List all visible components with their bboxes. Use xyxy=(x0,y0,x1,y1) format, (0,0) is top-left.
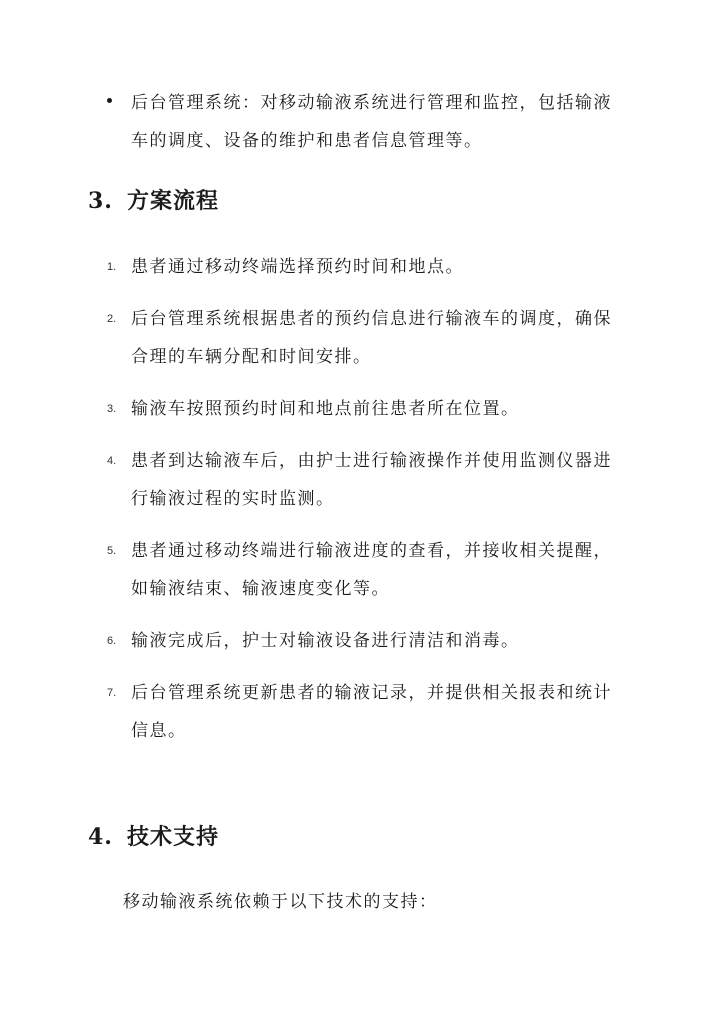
step-number: 1. xyxy=(107,261,117,273)
list-item xyxy=(107,442,627,518)
section-intro-paragraph: 移动输液系统依赖于以下技术的支持： xyxy=(123,892,438,912)
section-heading-4 xyxy=(88,822,219,853)
bullet-dot-icon xyxy=(107,98,112,103)
section-number: 4. xyxy=(88,824,113,850)
section-heading-3 xyxy=(88,186,219,217)
list-item xyxy=(107,300,627,376)
bullet-text: 后台管理系统：对移动输液系统进行管理和监控，包括输液车的调度、设备的维护和患者信息管理等。 xyxy=(131,93,612,151)
section-number: 3. xyxy=(88,188,113,214)
list-item xyxy=(107,532,627,608)
step-number: 3. xyxy=(107,403,117,415)
list-item xyxy=(107,390,627,428)
step-number: 7. xyxy=(107,687,117,699)
bullet-item xyxy=(107,84,627,160)
list-item xyxy=(107,674,627,750)
step-text: 输液完成后，护士对输液设备进行清洁和消毒。 xyxy=(131,631,520,651)
list-item xyxy=(107,248,627,286)
step-text: 患者通过移动终端选择预约时间和地点。 xyxy=(131,257,464,277)
process-steps-list xyxy=(107,248,627,764)
step-text: 后台管理系统更新患者的输液记录，并提供相关报表和统计信息。 xyxy=(131,683,612,741)
step-number: 5. xyxy=(107,545,117,557)
list-item xyxy=(107,622,627,660)
step-number: 4. xyxy=(107,455,117,467)
step-number: 6. xyxy=(107,635,117,647)
step-text: 患者到达输液车后，由护士进行输液操作并使用监测仪器进行输液过程的实时监测。 xyxy=(131,451,612,509)
step-text: 输液车按照预约时间和地点前往患者所在位置。 xyxy=(131,399,520,419)
step-text: 患者通过移动终端进行输液进度的查看，并接收相关提醒，如输液结束、输液速度变化等。 xyxy=(131,541,612,599)
step-number: 2. xyxy=(107,313,117,325)
step-text: 后台管理系统根据患者的预约信息进行输液车的调度，确保合理的车辆分配和时间安排。 xyxy=(131,309,612,367)
section-title: 技术支持 xyxy=(126,825,219,850)
section-title: 方案流程 xyxy=(126,189,219,214)
